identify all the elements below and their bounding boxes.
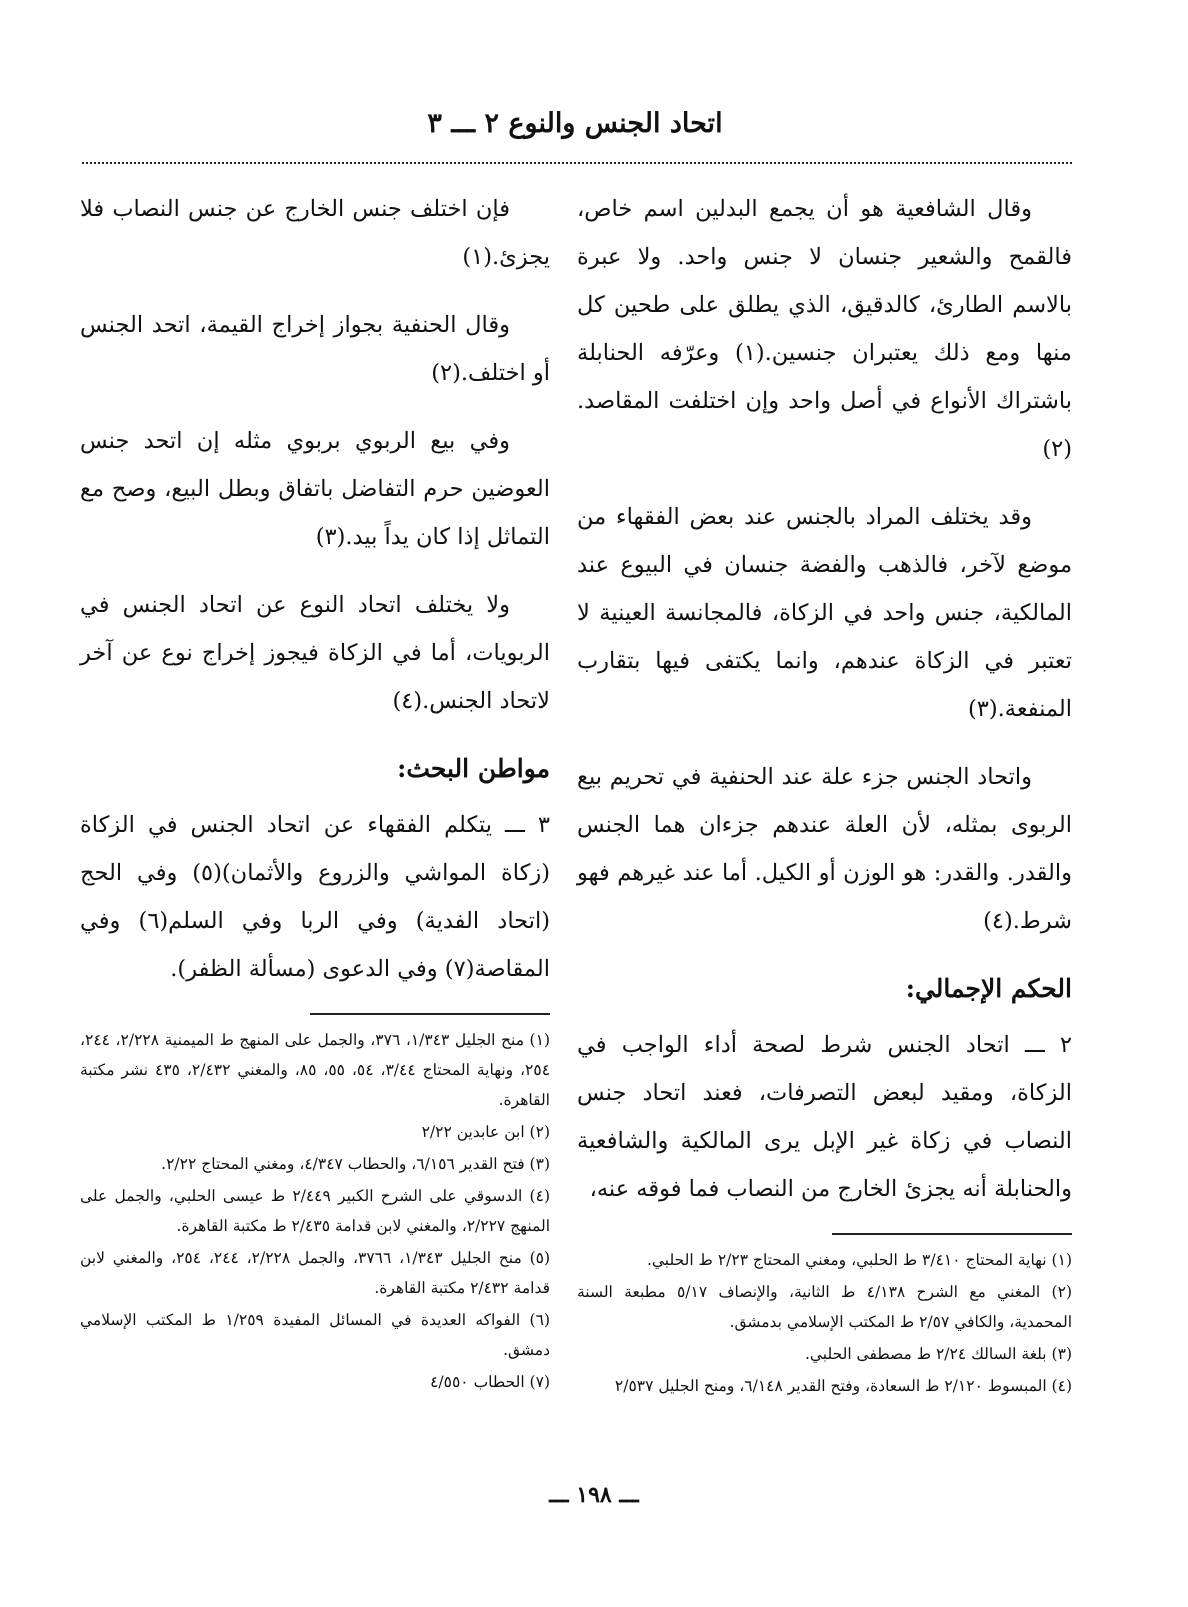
left-paragraph-3: وفي بيع الربوي بربوي مثله إن اتحد جنس العوضين حرم التفاضل باتفاق وبطل البيع، وصح مع التماثل إذا كان يداً بيد.(٣) [80, 428, 550, 550]
left-paragraph-section-3: ٣ ـــ يتكلم الفقهاء عن اتحاد الجنس في الزكاة (زكاة المواشي والزروع والأثمان)(٥) وفي الحج (اتحاد الفدية) وفي الربا وفي السلم(٦) وفي المقاصة(٧) وفي الدعوى (مسألة الظفر). [80, 812, 551, 982]
right-paragraph-section-2: ٢ ـــ اتحاد الجنس شرط لصحة أداء الواجب في الزكاة، ومقيد لبعض التصرفات، فعند اتحاد جنس النصاب في زكاة غير الإبل يرى المالكية والشافعية والحنابلة أنه يجزئ الخارج من النصاب فما فوقه عنه، [577, 1032, 1072, 1202]
footnote: (٣) بلغة السالك ٢/٢٤ ط مصطفى الحلبي. [804, 1345, 1072, 1363]
footnote-rule [832, 1233, 1072, 1235]
right-paragraph-2: وقد يختلف المراد بالجنس عند بعض الفقهاء من موضع لآخر، فالذهب والفضة جنسان في البيوع عند المالكية، جنس واحد في الزكاة، فالمجانسة العينية لا تعتبر في الزكاة عندهم، وانما يكتفى فيها بتقارب المنفعة.(٣) [577, 504, 1072, 722]
footnote: (٥) منح الجليل ١/٣٤٣، ٣٧٦٦، والجمل ٢/٢٢٨، ٢٤٤، ٢٥٤، والمغني لابن قدامة ٢/٤٣٢ مكتبة القاهرة. [80, 1249, 551, 1297]
left-paragraph-1: فإن اختلف جنس الخارج عن جنس النصاب فلا يجزئ.(١) [80, 196, 550, 270]
left-paragraph-2: وقال الحنفية بجواز إخراج القيمة، اتحد الجنس أو اختلف.(٢) [80, 312, 550, 386]
right-footnotes [577, 1245, 1072, 1401]
section-heading-general-ruling: الحكم الإجمالي: [905, 974, 1072, 1003]
page-number: ـــ ١٩٨ ـــ [549, 1482, 639, 1508]
left-footnotes [80, 1025, 550, 1397]
footnote: (٤) المبسوط ٢/١٢٠ ط السعادة، وفتح القدير ٦/١٤٨، ومنح الجليل ٢/٥٣٧ [614, 1377, 1072, 1395]
footnote: (٢) المغني مع الشرح ٤/١٣٨ ط الثانية، والإنصاف ٥/١٧ مطبعة السنة المحمدية، والكافي ٢/٥٧ ط المكتب الإسلامي بدمشق. [577, 1283, 1072, 1331]
page-header-title: اتحاد الجنس والنوع ٢ ـــ ٣ [427, 108, 723, 139]
footnote: (٤) الدسوقي على الشرح الكبير ٢/٤٤٩ ط عيسى الحلبي، والجمل على المنهج ٢/٢٢٧، والمغني لابن قدامة ٢/٤٣٥ ط مكتبة القاهرة. [80, 1187, 550, 1235]
right-column [577, 185, 1072, 1403]
left-column [80, 185, 550, 1399]
footnote: (٣) فتح القدير ٦/١٥٦، والحطاب ٤/٣٤٧، ومغني المحتاج ٢/٢٢. [161, 1155, 550, 1173]
section-heading-research-topics: مواطن البحث: [397, 754, 550, 783]
footnote: (٧) الحطاب ٤/٥٥٠ [430, 1373, 550, 1391]
footnote: (٢) ابن عابدين ٢/٢٢ [421, 1123, 550, 1141]
footnote: (١) منح الجليل ١/٣٤٣، ٣٧٦، والجمل على المنهج ط الميمنية ٢/٢٢٨، ٢٤٤، ٢٥٤، ونهاية المحتاج ٣/٤٤، ٥٤، ٥٥، ٨٥، والمغني ٢/٤٣٢، ٤٣٥ نشر مكتبة القاهرة. [80, 1031, 551, 1109]
right-paragraph-3: واتحاد الجنس جزء علة عند الحنفية في تحريم بيع الربوى بمثله، لأن العلة عندهم جزءان هما الجنس والقدر. والقدر: هو الوزن أو الكيل. أما عند غيرهم فهو شرط.(٤) [577, 764, 1072, 934]
footnote: (٦) الفواكه العديدة في المسائل المفيدة ١/٢٥٩ ط المكتب الإسلامي دمشق. [80, 1311, 550, 1359]
right-paragraph-1: وقال الشافعية هو أن يجمع البدلين اسم خاص، فالقمح والشعير جنسان لا جنس واحد. ولا عبرة بالاسم الطارئ، كالدقيق، الذي يطلق على طحين كل منها ومع ذلك يعتبران جنسين.(١) وعرّفه الحنابلة باشتراك الأنواع في أصل واحد وإن اختلفت المقاصد.(٢) [577, 196, 1072, 462]
footnote: (١) نهاية المحتاج ٣/٤١٠ ط الحلبي، ومغني المحتاج ٢/٢٣ ط الحلبي. [646, 1251, 1072, 1269]
header-dotted-rule [82, 162, 1072, 164]
left-paragraph-4: ولا يختلف اتحاد النوع عن اتحاد الجنس في الربويات، أما في الزكاة فيجوز إخراج نوع عن آخر لاتحاد الجنس.(٤) [80, 592, 550, 714]
footnote-rule [310, 1013, 550, 1015]
